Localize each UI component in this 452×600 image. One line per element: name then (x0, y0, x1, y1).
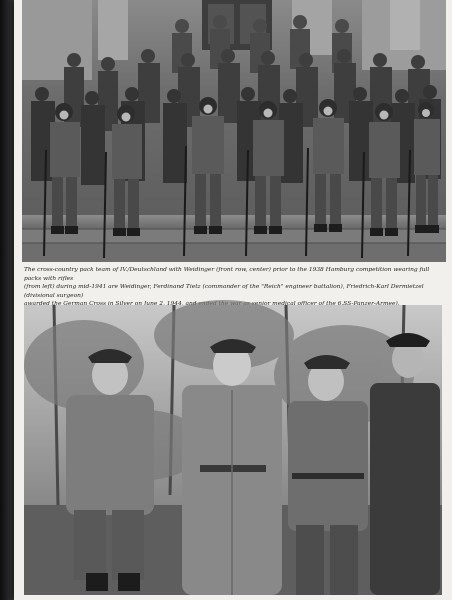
book-page (14, 0, 452, 600)
photo-caption (24, 266, 446, 300)
team-group-photo (22, 0, 446, 262)
caption-line-1: The cross-country pack team of IV./Deutschland with Weidinger (front row, center) prior to the 1938 Hamburg competition wearing full packs with rifles (24, 267, 430, 282)
caption-line-2: (from left) during mid-1941 are Weidinger, Ferdinand Tietz (commander of the "Reich" engineer battalion), Friedrich-Karl Dermietzel (divisional surgeon) (24, 284, 424, 299)
book-spine (0, 0, 14, 600)
officers-photo (24, 305, 442, 595)
